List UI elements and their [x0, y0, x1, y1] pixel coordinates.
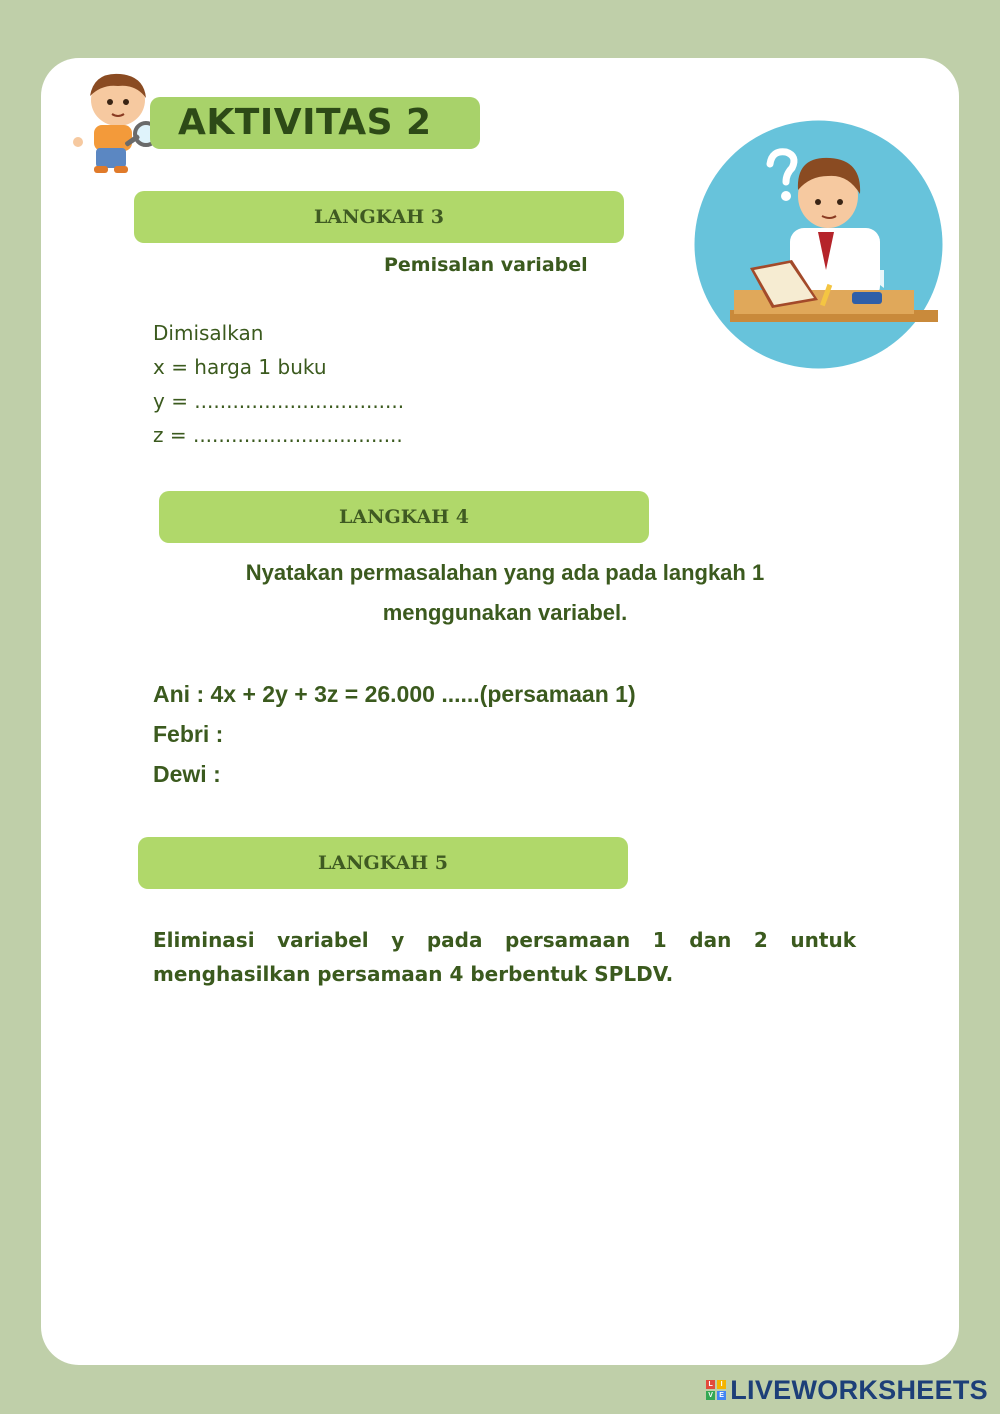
step4-instruction	[100, 553, 910, 633]
step3-subheading: Pemisalan variabel	[384, 254, 588, 276]
equation-febri: Febri :	[153, 721, 224, 747]
equation-dewi: Dewi :	[153, 761, 221, 787]
logo-blocks-icon	[706, 1380, 726, 1400]
logo-block: I	[717, 1380, 726, 1389]
step3-banner: LANGKAH 3	[134, 191, 624, 243]
equation-ani: Ani : 4x + 2y + 3z = 26.000 ......(persamaan 1)	[153, 681, 636, 707]
liveworksheets-logo	[706, 1372, 988, 1408]
logo-block: V	[706, 1391, 715, 1400]
step5-banner: LANGKAH 5	[138, 837, 628, 889]
instruction-line: menggunakan variabel.	[382, 600, 628, 625]
variable-list	[153, 316, 404, 452]
instruction-line: Nyatakan permasalahan yang ada pada langkah 1	[245, 560, 765, 585]
list-item: x = harga 1 buku	[153, 355, 327, 379]
step4-banner: LANGKAH 4	[159, 491, 649, 543]
logo-block: E	[717, 1391, 726, 1400]
brand-name: LIVEWORKSHEETS	[730, 1374, 988, 1405]
thinking-student-illustration	[694, 120, 943, 369]
list-item: Dimisalkan	[153, 321, 264, 345]
page-title: AKTIVITAS 2	[178, 102, 432, 143]
list-item: y = .................................	[153, 389, 405, 413]
logo-block: L	[706, 1380, 715, 1389]
step5-instruction: Eliminasi variabel y pada persamaan 1 dan 2 untuk menghasilkan persamaan 4 berbentuk SPLDV.	[153, 928, 856, 986]
list-item: z = .................................	[153, 423, 403, 447]
equation-list	[153, 674, 636, 794]
